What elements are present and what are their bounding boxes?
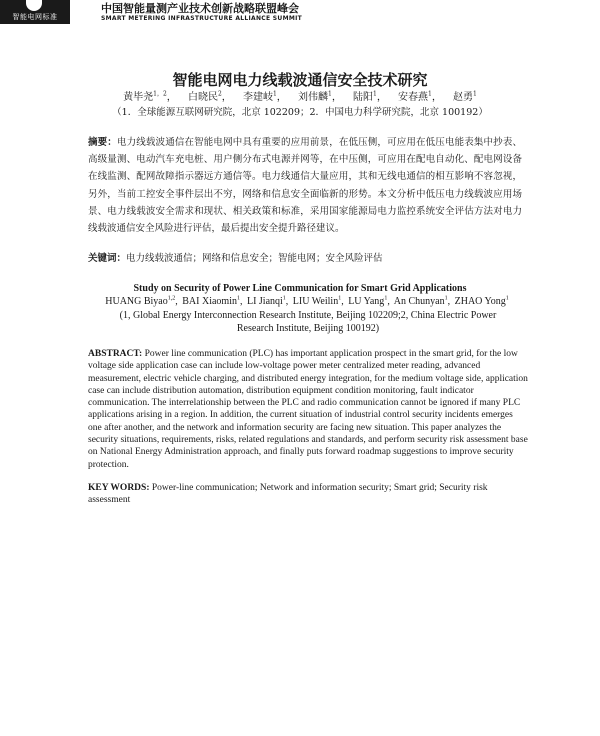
author-zh: 陆阳$^1$， [353,90,387,103]
keywords-text-en: Power-line communication; Network and information security; Smart grid; Security risk assessment [88,483,488,506]
author-en: LU Yang$^1$, [348,295,390,307]
author-zh: 赵勇$^1$ [453,90,477,103]
logo-badge-text: 智能电网标准 [12,13,58,21]
abstract-label-en: ABSTRACT: [88,349,143,359]
organization-name-zh: 中国智能量测产业技术创新战略联盟峰会 [101,2,299,15]
abstract-en [88,348,528,471]
author-en: LIU Weilin$^1$, [292,295,344,307]
author-zh: 黄毕尧$^{1,2}$， [123,90,177,103]
keywords-label-zh: 关键词： [88,253,127,264]
conference-logo [0,0,70,24]
paper-title-en: Study on Security of Power Line Communication for Smart Grid Applications [133,283,467,294]
author-list-zh [0,92,600,104]
author-zh: 刘伟麟$^1$， [297,90,342,103]
author-en: LI Jianqi$^1$, [246,295,289,307]
author-zh: 白晓民$^2$， [187,90,232,103]
abstract-label-zh: 摘要： [88,137,117,148]
abstract-text-en: Power line communication (PLC) has important application prospect in the smart grid, for the low voltage side application case can include low-voltage power meter centralized meter reading, advanced measurement, electric vehicle charging, and distributed energy integration, for the medium voltage side, application case can include distribution automation, distribution equipment condition monitoring, fault indicator communication. The interrelationship between the PLC and radio communication cannot be ignored if many PLC applications arising in a region. In addition, the current situation of industrial control security incidents emerges one after another, and the network and information security are facing new situation. This paper analyzes the security situations, requirements, risks, related regulations and standards, and perform security risk assessment base on National Energy Administration approach, and finally puts forward roadmap suggestions to improve security protection. [88,349,528,470]
author-en: An Chunyan$^1$, [393,295,451,307]
keywords-zh [88,252,522,266]
conference-header [0,0,600,24]
author-list-en [88,295,528,308]
author-zh: 安春燕$^1$， [398,90,442,103]
author-en: ZHAO Yong$^1$ [454,295,509,307]
organization-name-en: SMART METERING INFRASTRUCTURE ALLIANCE SUMMIT [101,15,303,22]
author-en: BAI Xiaomin$^1$, [182,295,243,307]
paper-title-zh: 智能电网电力线载波通信安全技术研究 [172,71,428,89]
abstract-text-zh: 电力线载波通信在智能电网中具有重要的应用前景，在低压侧，可应用在低压电能表集中抄表、高级量测、电动汽车充电桩、用户侧分布式电源并网等，在中压侧，可应用在配电自动化、配电网设备在线监测、配网故障指示器远方通信等。电力线通信大量应用，其和无线电通信的相互影响不容忽视，另外，当前工控安全事件层出不穷，网络和信息安全面临新的形势。本文分析中低压电力线载波应用场景、电力线载波安全需求和现状、相关政策和标准，采用国家能源局电力监控系统安全评估方法对电力线载波通信安全风险进行评估，最后提出安全提升路径建议。 [88,137,522,235]
author-en: HUANG Biyao$^{1,2}$, [105,295,178,307]
affiliation-zh: （1．全球能源互联网研究院，北京 102209；2．中国电力科学研究院，北京 100192） [112,107,488,118]
author-zh: 李建岐$^1$， [242,90,287,103]
keywords-label-en: KEY WORDS: [88,483,150,493]
affiliation-en: (1, Global Energy Interconnection Research Institute, Beijing 102209;2, China Electric Power Research Institute, Beijing 100192) [119,310,497,334]
logo-emblem-icon [26,0,42,11]
keywords-text-zh: 电力线载波通信；网络和信息安全；智能电网；安全风险评估 [126,253,383,264]
keywords-en [88,482,528,507]
abstract-zh [88,134,522,237]
